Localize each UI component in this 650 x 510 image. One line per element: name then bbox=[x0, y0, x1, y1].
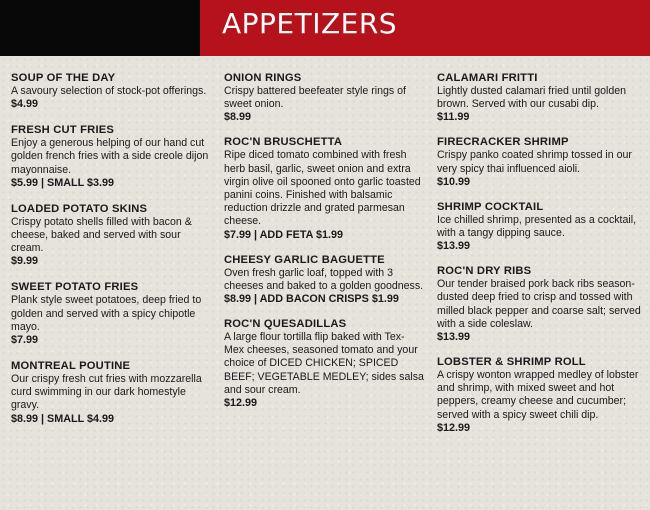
item-name: LOADED POTATO SKINS bbox=[11, 202, 148, 215]
menu-item bbox=[11, 124, 211, 190]
menu-item bbox=[11, 203, 211, 269]
item-name: SHRIMP COCKTAIL bbox=[437, 200, 544, 213]
item-price: $8.99 | SMALL $4.99 bbox=[11, 412, 115, 425]
menu-column-1 bbox=[11, 72, 211, 426]
menu-item bbox=[224, 254, 424, 306]
item-name: SWEET POTATO FRIES bbox=[11, 281, 139, 294]
item-description: Lightly dusted calamari fried until golden brown. Served with our cusabi dip. bbox=[437, 85, 627, 111]
item-price: $8.99 bbox=[224, 111, 252, 124]
item-description: A savoury selection of stock-pot offerings. bbox=[11, 85, 207, 97]
menu-column-3 bbox=[437, 72, 642, 435]
item-name: CALAMARI FRITTI bbox=[437, 72, 538, 84]
item-description: Ripe diced tomato combined with fresh herb basil, garlic, sweet onion and extra virgin olive oil spooned onto garlic toasted panini coins. Finished with balsamic reduction drizzle and grated parmesan cheese. bbox=[224, 149, 421, 228]
item-name: FRESH CUT FRIES bbox=[11, 124, 115, 137]
menu-item bbox=[224, 318, 424, 410]
menu-item bbox=[437, 72, 642, 124]
item-price: $12.99 bbox=[224, 397, 258, 410]
item-description: Ice chilled shrimp, presented as a cocktail, with a tangy dipping sauce. bbox=[437, 213, 637, 240]
item-name: CHEESY GARLIC BAGUETTE bbox=[224, 253, 385, 266]
item-price: $5.99 | SMALL $3.99 bbox=[11, 176, 115, 189]
header-black-band bbox=[0, 0, 200, 56]
item-name: MONTREAL POUTINE bbox=[11, 360, 131, 373]
menu-item bbox=[224, 72, 424, 124]
menu-item bbox=[11, 72, 211, 111]
item-price: $13.99 bbox=[437, 331, 471, 344]
item-price: $13.99 bbox=[437, 240, 471, 253]
menu-item bbox=[437, 136, 642, 188]
item-name: FIRECRACKER SHRIMP bbox=[437, 136, 569, 149]
item-description: Plank style sweet potatoes, deep fried to golden and served with a spicy chipotle mayo. bbox=[11, 294, 202, 333]
item-name: ROC'N QUESADILLAS bbox=[224, 318, 347, 331]
item-description: A crispy wonton wrapped medley of lobster and shrimp, with mixed sweet and hot peppers, creamy cheese and cucumber; served with a spicy sweet chili dip. bbox=[437, 369, 639, 421]
item-name: SOUP OF THE DAY bbox=[11, 72, 116, 84]
item-description: Crispy potato shells filled with bacon & cheese, baked and served with sour cream. bbox=[11, 215, 192, 255]
item-price: $4.99 bbox=[11, 98, 39, 111]
item-price: $7.99 bbox=[11, 334, 39, 347]
menu-item bbox=[11, 360, 211, 426]
item-description: Crispy battered beefeater style rings of sweet onion. bbox=[224, 85, 406, 111]
page-title: APPETIZERS bbox=[222, 7, 398, 40]
menu-item bbox=[224, 136, 424, 241]
item-price: $7.99 | ADD FETA $1.99 bbox=[224, 228, 344, 241]
item-price: $10.99 bbox=[437, 175, 471, 188]
menu-item bbox=[437, 356, 642, 435]
item-name: ROC'N DRY RIBS bbox=[437, 265, 532, 278]
menu-item bbox=[437, 201, 642, 253]
item-price: $8.99 | ADD BACON CRISPS $1.99 bbox=[224, 293, 399, 306]
item-name: ONION RINGS bbox=[224, 72, 302, 84]
item-description: Crispy panko coated shrimp tossed in our very spicy thai influenced aioli. bbox=[437, 149, 632, 175]
item-description: Our tender braised pork back ribs season-dusted deep fried to crisp and tossed with milled black pepper and coarse salt; served with a side coleslaw. bbox=[437, 278, 641, 330]
item-description: A large flour tortilla flip baked with Tex-Mex cheeses, seasoned tomato and your choice of DICED CHICKEN; SPICED BEEF; VEGETABLE MEDLEY; sides salsa and sour cream. bbox=[224, 331, 424, 396]
item-price: $12.99 bbox=[437, 421, 471, 434]
item-description: Our crispy fresh cut fries with mozzarella curd swimming in our dark homestyle gravy. bbox=[11, 373, 202, 412]
item-description: Oven fresh garlic loaf, topped with 3 cheeses and baked to a golden goodness. bbox=[224, 266, 424, 292]
menu-item bbox=[437, 265, 642, 344]
header-red-band bbox=[200, 0, 650, 56]
item-price: $9.99 bbox=[11, 255, 39, 268]
menu-item bbox=[11, 281, 211, 347]
item-name: LOBSTER & SHRIMP ROLL bbox=[437, 356, 586, 369]
item-name: ROC'N BRUSCHETTA bbox=[224, 136, 343, 149]
menu-column-2 bbox=[224, 72, 424, 410]
item-price: $11.99 bbox=[437, 111, 470, 124]
item-description: Enjoy a generous helping of our hand cut golden french fries with a side creole dijon mayonnaise. bbox=[11, 137, 209, 176]
